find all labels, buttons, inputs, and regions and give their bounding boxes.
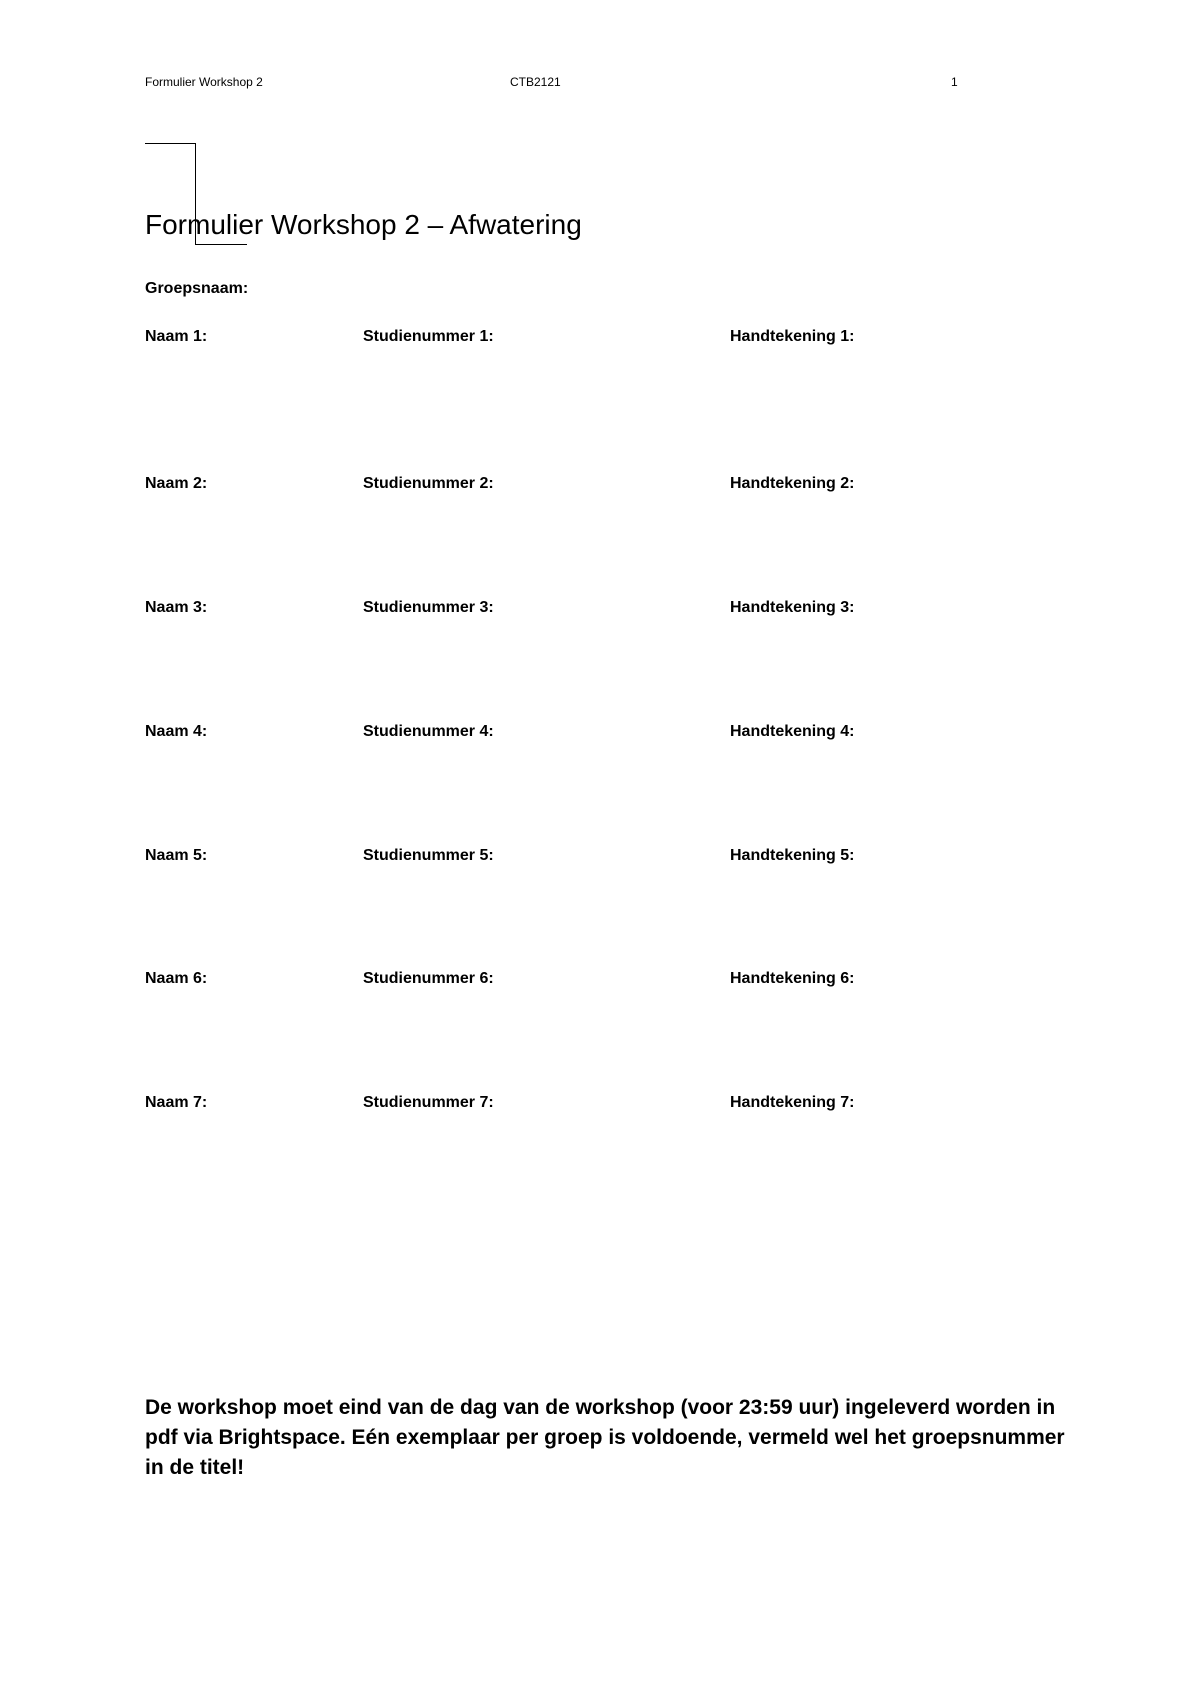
member-signature-label: Handtekening 4: xyxy=(730,723,855,740)
member-row xyxy=(0,969,1200,991)
member-student-number-label: Studienummer 5: xyxy=(363,847,494,864)
crop-mark-top xyxy=(145,143,195,144)
crop-mark-bottom xyxy=(195,244,247,245)
member-signature-label: Handtekening 7: xyxy=(730,1094,855,1111)
member-name-label: Naam 6: xyxy=(145,970,208,987)
member-row xyxy=(0,722,1200,744)
submission-instructions: De workshop moet eind van de dag van de workshop (voor 23:59 uur) ingeleverd worden in pdf via Brightspace. Eén exemplaar per groep is voldoende, vermeld wel het groepsnummer in de titel! xyxy=(145,1396,1065,1479)
member-name-label: Naam 4: xyxy=(145,723,208,740)
member-signature-label: Handtekening 2: xyxy=(730,475,855,492)
member-student-number-label: Studienummer 4: xyxy=(363,723,494,740)
member-student-number-label: Studienummer 6: xyxy=(363,970,494,987)
header-page-number: 1 xyxy=(951,75,958,89)
member-row xyxy=(0,327,1200,349)
member-signature-label: Handtekening 1: xyxy=(730,328,855,345)
member-row xyxy=(0,474,1200,496)
member-name-label: Naam 3: xyxy=(145,599,208,616)
member-name-label: Naam 1: xyxy=(145,328,208,345)
header-course-code: CTB2121 xyxy=(510,75,561,89)
member-row xyxy=(0,846,1200,868)
member-row xyxy=(0,598,1200,620)
member-student-number-label: Studienummer 3: xyxy=(363,599,494,616)
member-name-label: Naam 2: xyxy=(145,475,208,492)
member-student-number-label: Studienummer 1: xyxy=(363,328,494,345)
member-signature-label: Handtekening 5: xyxy=(730,847,855,864)
page-title: Formulier Workshop 2 – Afwatering xyxy=(145,209,582,240)
group-name-label: Groepsnaam: xyxy=(145,280,249,297)
member-signature-label: Handtekening 6: xyxy=(730,970,855,987)
member-signature-label: Handtekening 3: xyxy=(730,599,855,616)
member-name-label: Naam 5: xyxy=(145,847,208,864)
member-row xyxy=(0,1093,1200,1115)
member-student-number-label: Studienummer 7: xyxy=(363,1094,494,1111)
member-student-number-label: Studienummer 2: xyxy=(363,475,494,492)
member-name-label: Naam 7: xyxy=(145,1094,208,1111)
header-document-title: Formulier Workshop 2 xyxy=(145,75,263,89)
